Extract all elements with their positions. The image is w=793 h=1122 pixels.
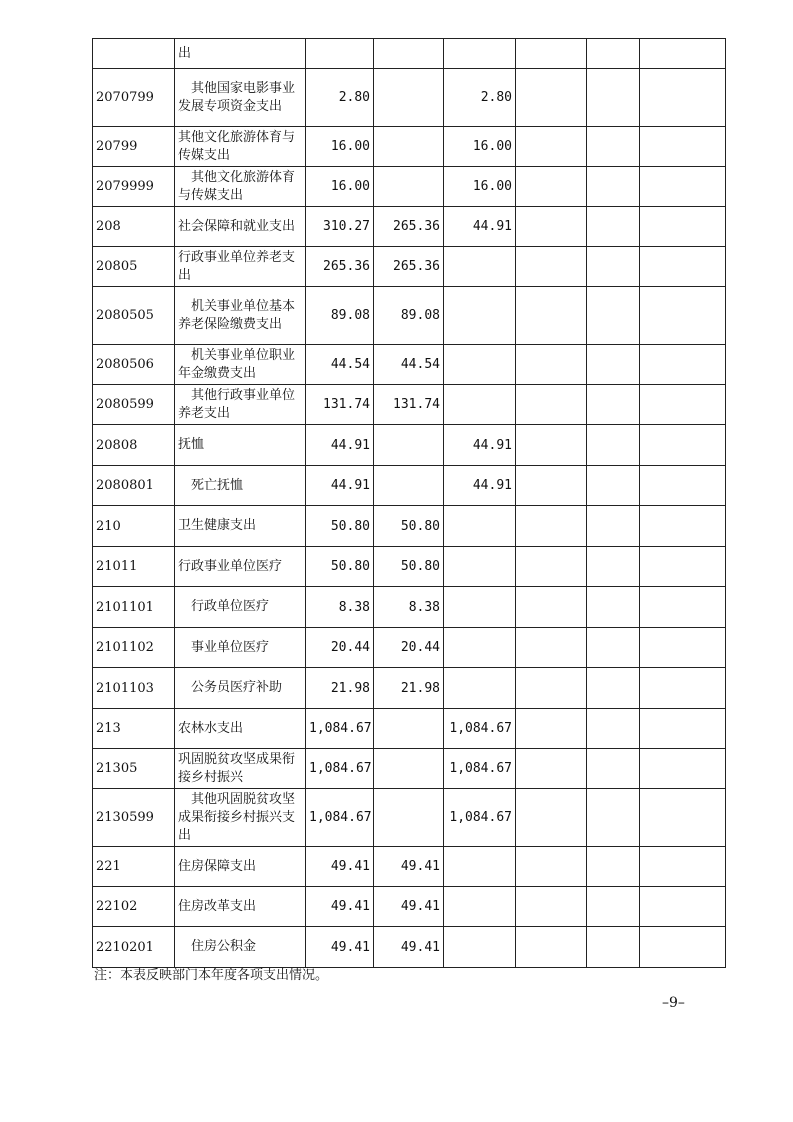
basic-cell	[374, 749, 444, 789]
empty-cell	[587, 466, 640, 506]
empty-cell	[516, 425, 587, 466]
name-cell: 农林水支出	[175, 709, 306, 749]
empty-cell	[640, 466, 726, 506]
table-row	[93, 39, 726, 69]
empty-cell	[587, 547, 640, 587]
code-cell: 221	[93, 847, 175, 887]
project-cell	[444, 668, 516, 709]
code-cell: 2101102	[93, 628, 175, 668]
name-cell: 行政事业单位医疗	[175, 547, 306, 587]
basic-cell: 50.80	[374, 506, 444, 547]
table-body	[93, 39, 726, 968]
empty-cell	[587, 425, 640, 466]
total-cell: 131.74	[306, 385, 374, 425]
empty-cell	[640, 587, 726, 628]
basic-cell	[374, 39, 444, 69]
empty-cell	[640, 887, 726, 927]
table-row	[93, 127, 726, 167]
name-cell: 社会保障和就业支出	[175, 207, 306, 247]
code-cell: 2079999	[93, 167, 175, 207]
empty-cell	[640, 287, 726, 345]
project-cell: 1,084.67	[444, 749, 516, 789]
name-cell: 机关事业单位基本养老保险缴费支出	[175, 287, 306, 345]
total-cell: 2.80	[306, 69, 374, 127]
project-cell	[444, 506, 516, 547]
name-cell: 机关事业单位职业年金缴费支出	[175, 345, 306, 385]
name-cell: 行政单位医疗	[175, 587, 306, 628]
empty-cell	[587, 69, 640, 127]
page-number: –9–	[662, 995, 685, 1011]
basic-cell: 20.44	[374, 628, 444, 668]
basic-cell: 131.74	[374, 385, 444, 425]
table-row	[93, 69, 726, 127]
total-cell: 89.08	[306, 287, 374, 345]
total-cell: 16.00	[306, 127, 374, 167]
basic-cell: 44.54	[374, 345, 444, 385]
name-cell: 其他文化旅游体育与传媒支出	[175, 167, 306, 207]
total-cell: 44.54	[306, 345, 374, 385]
empty-cell	[587, 587, 640, 628]
empty-cell	[516, 207, 587, 247]
empty-cell	[587, 287, 640, 345]
name-cell: 其他巩固脱贫攻坚成果衔接乡村振兴支出	[175, 789, 306, 847]
code-cell: 2080801	[93, 466, 175, 506]
empty-cell	[640, 749, 726, 789]
code-cell	[93, 39, 175, 69]
name-cell: 行政事业单位养老支出	[175, 247, 306, 287]
table-row	[93, 425, 726, 466]
code-cell: 2080599	[93, 385, 175, 425]
table-row	[93, 749, 726, 789]
empty-cell	[640, 207, 726, 247]
name-cell: 卫生健康支出	[175, 506, 306, 547]
empty-cell	[640, 69, 726, 127]
project-cell	[444, 547, 516, 587]
total-cell: 49.41	[306, 847, 374, 887]
table-row	[93, 847, 726, 887]
empty-cell	[640, 668, 726, 709]
empty-cell	[516, 789, 587, 847]
empty-cell	[640, 709, 726, 749]
total-cell: 49.41	[306, 887, 374, 927]
empty-cell	[516, 628, 587, 668]
empty-cell	[640, 385, 726, 425]
name-cell: 事业单位医疗	[175, 628, 306, 668]
basic-cell: 8.38	[374, 587, 444, 628]
code-cell: 20805	[93, 247, 175, 287]
table-row	[93, 466, 726, 506]
table-row	[93, 927, 726, 968]
empty-cell	[587, 385, 640, 425]
table-row	[93, 628, 726, 668]
code-cell: 2080506	[93, 345, 175, 385]
code-cell: 210	[93, 506, 175, 547]
name-cell: 死亡抚恤	[175, 466, 306, 506]
code-cell: 213	[93, 709, 175, 749]
total-cell: 50.80	[306, 506, 374, 547]
name-cell: 出	[175, 39, 306, 69]
project-cell	[444, 587, 516, 628]
empty-cell	[587, 887, 640, 927]
name-cell: 其他文化旅游体育与传媒支出	[175, 127, 306, 167]
total-cell: 44.91	[306, 425, 374, 466]
empty-cell	[640, 345, 726, 385]
total-cell: 1,084.67	[306, 789, 374, 847]
table-row	[93, 287, 726, 345]
basic-cell: 89.08	[374, 287, 444, 345]
empty-cell	[587, 668, 640, 709]
project-cell: 44.91	[444, 466, 516, 506]
expenditure-table	[92, 38, 726, 968]
name-cell: 其他行政事业单位养老支出	[175, 385, 306, 425]
project-cell	[444, 887, 516, 927]
total-cell: 20.44	[306, 628, 374, 668]
empty-cell	[587, 247, 640, 287]
empty-cell	[516, 247, 587, 287]
empty-cell	[516, 167, 587, 207]
name-cell: 住房保障支出	[175, 847, 306, 887]
total-cell: 8.38	[306, 587, 374, 628]
empty-cell	[516, 587, 587, 628]
table-row	[93, 167, 726, 207]
basic-cell: 49.41	[374, 927, 444, 968]
empty-cell	[640, 927, 726, 968]
basic-cell	[374, 425, 444, 466]
basic-cell: 50.80	[374, 547, 444, 587]
empty-cell	[640, 628, 726, 668]
empty-cell	[587, 127, 640, 167]
project-cell	[444, 39, 516, 69]
total-cell: 16.00	[306, 167, 374, 207]
total-cell: 1,084.67	[306, 749, 374, 789]
empty-cell	[587, 506, 640, 547]
empty-cell	[516, 847, 587, 887]
basic-cell: 49.41	[374, 847, 444, 887]
empty-cell	[640, 167, 726, 207]
total-cell	[306, 39, 374, 69]
empty-cell	[587, 789, 640, 847]
empty-cell	[640, 506, 726, 547]
project-cell: 1,084.67	[444, 789, 516, 847]
empty-cell	[516, 506, 587, 547]
name-cell: 巩固脱贫攻坚成果衔接乡村振兴	[175, 749, 306, 789]
total-cell: 21.98	[306, 668, 374, 709]
total-cell: 265.36	[306, 247, 374, 287]
name-cell: 其他国家电影事业发展专项资金支出	[175, 69, 306, 127]
empty-cell	[587, 345, 640, 385]
empty-cell	[640, 547, 726, 587]
name-cell: 公务员医疗补助	[175, 668, 306, 709]
table-row	[93, 789, 726, 847]
empty-cell	[587, 927, 640, 968]
empty-cell	[516, 345, 587, 385]
empty-cell	[516, 749, 587, 789]
project-cell	[444, 927, 516, 968]
basic-cell: 265.36	[374, 207, 444, 247]
basic-cell	[374, 709, 444, 749]
basic-cell: 265.36	[374, 247, 444, 287]
table-row	[93, 709, 726, 749]
empty-cell	[640, 247, 726, 287]
table-row	[93, 587, 726, 628]
project-cell	[444, 247, 516, 287]
code-cell: 2101101	[93, 587, 175, 628]
table-row	[93, 345, 726, 385]
project-cell: 44.91	[444, 425, 516, 466]
project-cell: 16.00	[444, 167, 516, 207]
empty-cell	[516, 466, 587, 506]
empty-cell	[516, 547, 587, 587]
code-cell: 2101103	[93, 668, 175, 709]
empty-cell	[516, 127, 587, 167]
code-cell: 22102	[93, 887, 175, 927]
empty-cell	[587, 847, 640, 887]
project-cell: 1,084.67	[444, 709, 516, 749]
empty-cell	[516, 39, 587, 69]
project-cell	[444, 628, 516, 668]
table-row	[93, 207, 726, 247]
empty-cell	[516, 69, 587, 127]
table-note: 注：本表反映部门本年度各项支出情况。	[94, 968, 329, 983]
code-cell: 208	[93, 207, 175, 247]
code-cell: 2080505	[93, 287, 175, 345]
empty-cell	[516, 927, 587, 968]
table-row	[93, 668, 726, 709]
project-cell	[444, 847, 516, 887]
total-cell: 50.80	[306, 547, 374, 587]
project-cell: 16.00	[444, 127, 516, 167]
project-cell	[444, 385, 516, 425]
basic-cell	[374, 69, 444, 127]
table-row	[93, 547, 726, 587]
basic-cell	[374, 127, 444, 167]
basic-cell: 49.41	[374, 887, 444, 927]
empty-cell	[640, 847, 726, 887]
empty-cell	[587, 207, 640, 247]
basic-cell	[374, 466, 444, 506]
empty-cell	[640, 127, 726, 167]
project-cell: 44.91	[444, 207, 516, 247]
project-cell	[444, 287, 516, 345]
table-row	[93, 247, 726, 287]
code-cell: 21011	[93, 547, 175, 587]
code-cell: 21305	[93, 749, 175, 789]
code-cell: 2130599	[93, 789, 175, 847]
empty-cell	[640, 789, 726, 847]
empty-cell	[516, 887, 587, 927]
empty-cell	[516, 709, 587, 749]
basic-cell	[374, 789, 444, 847]
name-cell: 抚恤	[175, 425, 306, 466]
empty-cell	[516, 668, 587, 709]
empty-cell	[516, 385, 587, 425]
total-cell: 310.27	[306, 207, 374, 247]
code-cell: 20808	[93, 425, 175, 466]
table-row	[93, 506, 726, 547]
basic-cell: 21.98	[374, 668, 444, 709]
code-cell: 2070799	[93, 69, 175, 127]
code-cell: 20799	[93, 127, 175, 167]
empty-cell	[640, 425, 726, 466]
empty-cell	[587, 749, 640, 789]
empty-cell	[587, 167, 640, 207]
empty-cell	[587, 39, 640, 69]
basic-cell	[374, 167, 444, 207]
table-row	[93, 385, 726, 425]
total-cell: 1,084.67	[306, 709, 374, 749]
empty-cell	[587, 628, 640, 668]
name-cell: 住房公积金	[175, 927, 306, 968]
empty-cell	[516, 287, 587, 345]
total-cell: 49.41	[306, 927, 374, 968]
empty-cell	[640, 39, 726, 69]
project-cell: 2.80	[444, 69, 516, 127]
empty-cell	[587, 709, 640, 749]
total-cell: 44.91	[306, 466, 374, 506]
table-row	[93, 887, 726, 927]
project-cell	[444, 345, 516, 385]
code-cell: 2210201	[93, 927, 175, 968]
name-cell: 住房改革支出	[175, 887, 306, 927]
